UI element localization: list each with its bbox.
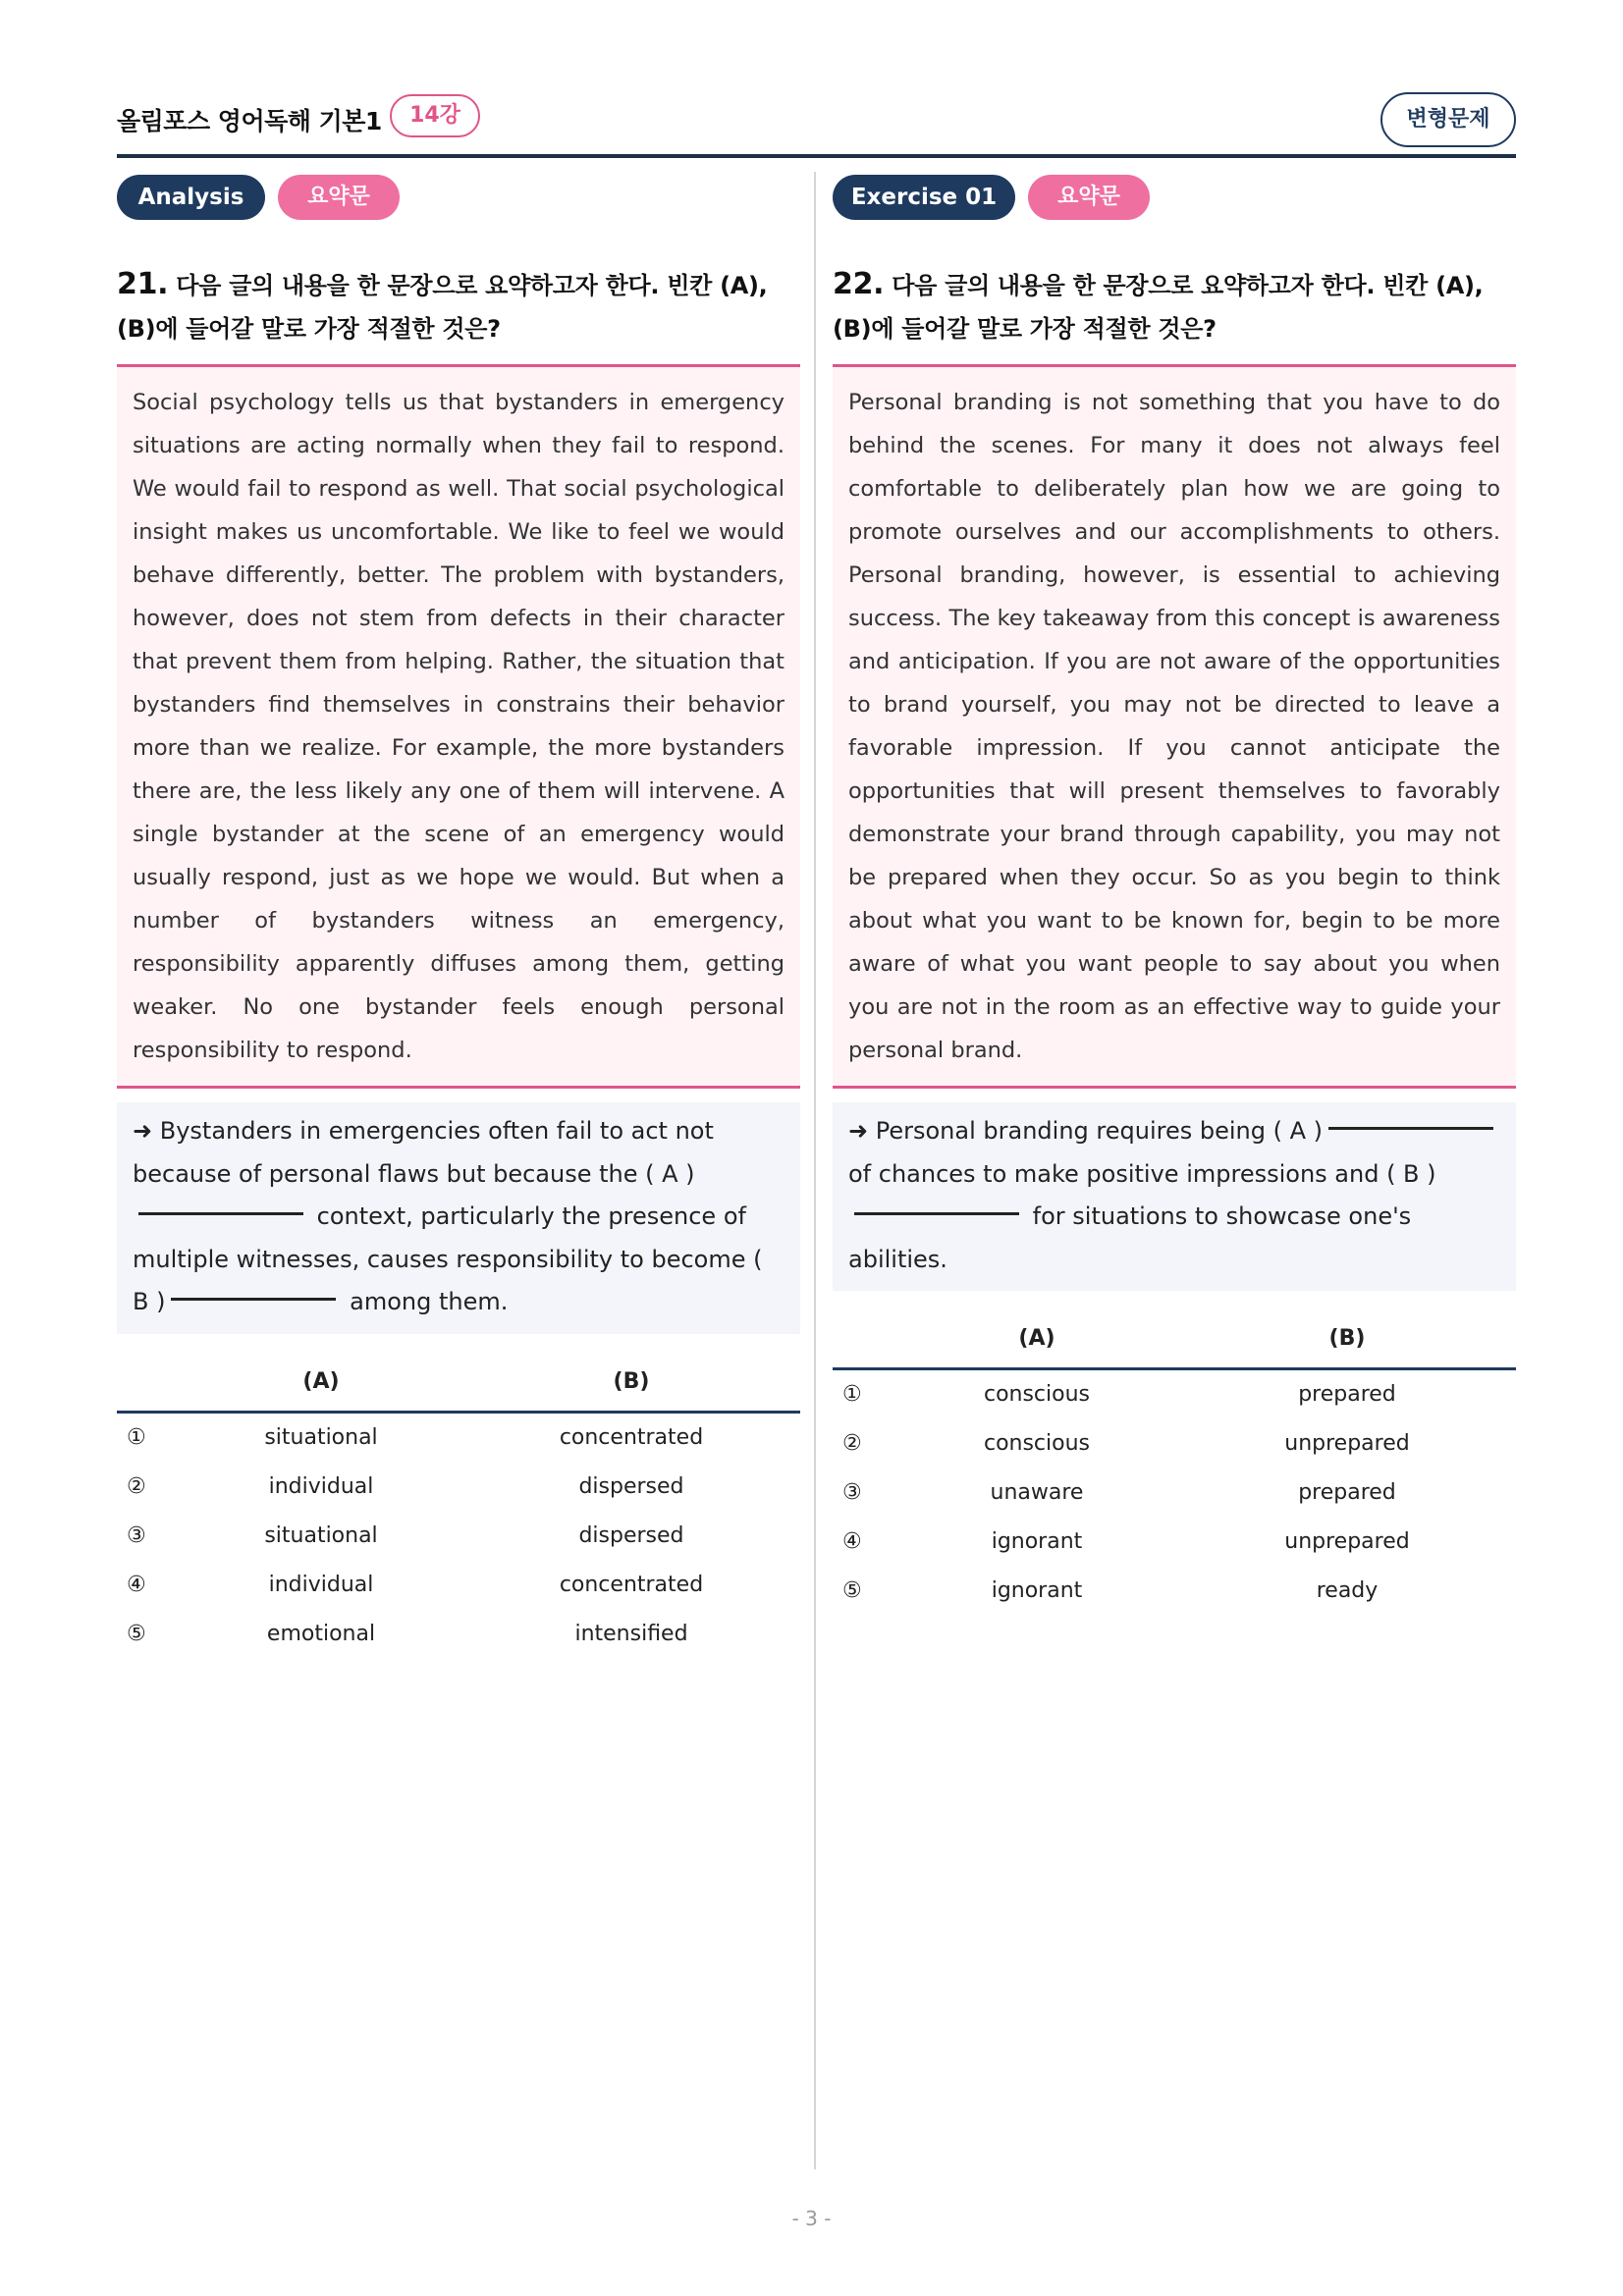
options-header-b: (B): [1328, 1326, 1366, 1351]
option-b: unprepared: [1284, 1431, 1410, 1456]
option-number: ③: [842, 1480, 862, 1505]
option-row[interactable]: [117, 1512, 800, 1561]
option-a: conscious: [983, 1431, 1091, 1456]
answer-options: [833, 1312, 1516, 1616]
option-number: ①: [127, 1424, 146, 1450]
section-tag-analysis: Analysis: [117, 175, 265, 220]
summary-sentence: [833, 1102, 1516, 1291]
lesson-badge: 14강: [390, 94, 480, 137]
question-number: 21.: [117, 267, 169, 301]
section-tags: [117, 175, 800, 222]
summary-part-1: ➜ Personal branding requires being ( A ): [848, 1117, 1323, 1145]
page-header: [117, 92, 1516, 159]
summary-sentence: [117, 1102, 800, 1334]
option-a: individual: [268, 1572, 374, 1597]
option-b: prepared: [1298, 1382, 1396, 1407]
options-header-b: (B): [613, 1368, 650, 1394]
right-column: [833, 175, 1516, 1616]
option-a: unaware: [990, 1480, 1084, 1505]
blank-b: [854, 1212, 1019, 1215]
option-number: ④: [127, 1572, 146, 1597]
option-number: ⑤: [127, 1621, 146, 1646]
left-column: [117, 175, 800, 1659]
option-row[interactable]: [117, 1414, 800, 1463]
option-a: emotional: [266, 1621, 376, 1646]
section-tag-summary: 요약문: [1028, 175, 1150, 220]
option-b: ready: [1316, 1578, 1379, 1603]
summary-part-3: among them.: [350, 1288, 509, 1315]
question-prompt: [833, 263, 1516, 350]
blank-a: [1328, 1127, 1493, 1130]
options-header-a: (A): [302, 1368, 340, 1394]
summary-part-3: for situations to showcase one's abilities.: [848, 1202, 1412, 1273]
blank-a: [138, 1212, 303, 1215]
option-b: unprepared: [1284, 1529, 1410, 1554]
option-row[interactable]: [117, 1561, 800, 1610]
option-number: ⑤: [842, 1578, 862, 1603]
option-b: intensified: [574, 1621, 688, 1646]
option-row[interactable]: [117, 1463, 800, 1512]
reading-passage: Social psychology tells us that bystanders in emergency situations are acting normally when they fail to respond. We would fail to respond as well. That social psychological insight makes us uncomfortable. We like to feel we would behave differently, better. The problem with bystanders, however, does not stem from defects in their character that prevent them from helping. Rather, the situation that bystanders find themselves in constrains their behavior more than we realize. For example, the more bystanders there are, the less likely any one of them will intervene. A single bystander at the scene of an emergency would usually respond, just as we hope we would. But when a number of bystanders witness an emergency, responsibility apparently diffuses among them, getting weaker. No one bystander feels enough personal responsibility to respond.: [117, 364, 800, 1089]
options-header: [833, 1312, 1516, 1370]
option-a: ignorant: [991, 1578, 1083, 1603]
option-row[interactable]: [117, 1610, 800, 1659]
option-b: concentrated: [559, 1424, 704, 1450]
question-text: 다음 글의 내용을 한 문장으로 요약하고자 한다. 빈칸 (A), (B)에 들어갈 말로 가장 적절한 것은?: [117, 272, 768, 343]
question-number: 22.: [833, 267, 885, 301]
option-row[interactable]: [833, 1419, 1516, 1468]
reading-passage: Personal branding is not something that you have to do behind the scenes. For many it does not always feel comfortable to deliberately plan how we are going to promote ourselves and our accomplishments to others. Personal branding, however, is essential to achieving success. The key takeaway from this concept is awareness and anticipation. If you are not aware of the opportunities to brand yourself, you may not be directed to leave a favorable impression. If you cannot anticipate the opportunities that will present themselves to favorably demonstrate your brand through capability, you may not be prepared when they occur. So as you begin to think about what you want to be known for, begin to be more aware of what you want people to say about you when you are not in the room as an effective way to guide your personal brand.: [833, 364, 1516, 1089]
column-divider: [814, 172, 816, 2169]
option-number: ④: [842, 1529, 862, 1554]
option-a: situational: [264, 1522, 378, 1548]
option-b: dispersed: [578, 1522, 684, 1548]
question-prompt: [117, 263, 800, 350]
page-number: - 3 -: [791, 2207, 832, 2230]
option-a: conscious: [983, 1382, 1091, 1407]
header-divider: [117, 154, 1516, 158]
option-number: ③: [127, 1522, 146, 1548]
variant-badge: 변형문제: [1380, 92, 1516, 147]
summary-part-2: of chances to make positive impressions and ( B ): [848, 1159, 1436, 1188]
question-text: 다음 글의 내용을 한 문장으로 요약하고자 한다. 빈칸 (A), (B)에 들어갈 말로 가장 적절한 것은?: [833, 272, 1484, 343]
answer-options: [117, 1356, 800, 1659]
options-header-a: (A): [1018, 1326, 1055, 1351]
option-number: ②: [842, 1431, 862, 1456]
option-row[interactable]: [833, 1567, 1516, 1616]
option-number: ①: [842, 1382, 862, 1407]
option-row[interactable]: [833, 1468, 1516, 1518]
option-a: situational: [264, 1424, 378, 1450]
option-row[interactable]: [833, 1518, 1516, 1567]
summary-part-2: context, particularly the presence of multiple witnesses, causes responsibility to become ( B ): [133, 1202, 763, 1315]
option-b: prepared: [1298, 1480, 1396, 1505]
option-a: ignorant: [991, 1529, 1083, 1554]
section-tag-exercise: Exercise 01: [833, 175, 1015, 220]
options-header: [117, 1356, 800, 1414]
summary-part-1: ➜ Bystanders in emergencies often fail to act not because of personal flaws but because the ( A ): [133, 1117, 714, 1188]
option-number: ②: [127, 1473, 146, 1499]
blank-b: [171, 1298, 336, 1301]
book-title: 올림포스 영어독해 기본1: [117, 107, 382, 135]
section-tags: [833, 175, 1516, 222]
section-tag-summary: 요약문: [278, 175, 400, 220]
option-b: dispersed: [578, 1473, 684, 1499]
option-row[interactable]: [833, 1370, 1516, 1419]
option-b: concentrated: [559, 1572, 704, 1597]
option-a: individual: [268, 1473, 374, 1499]
